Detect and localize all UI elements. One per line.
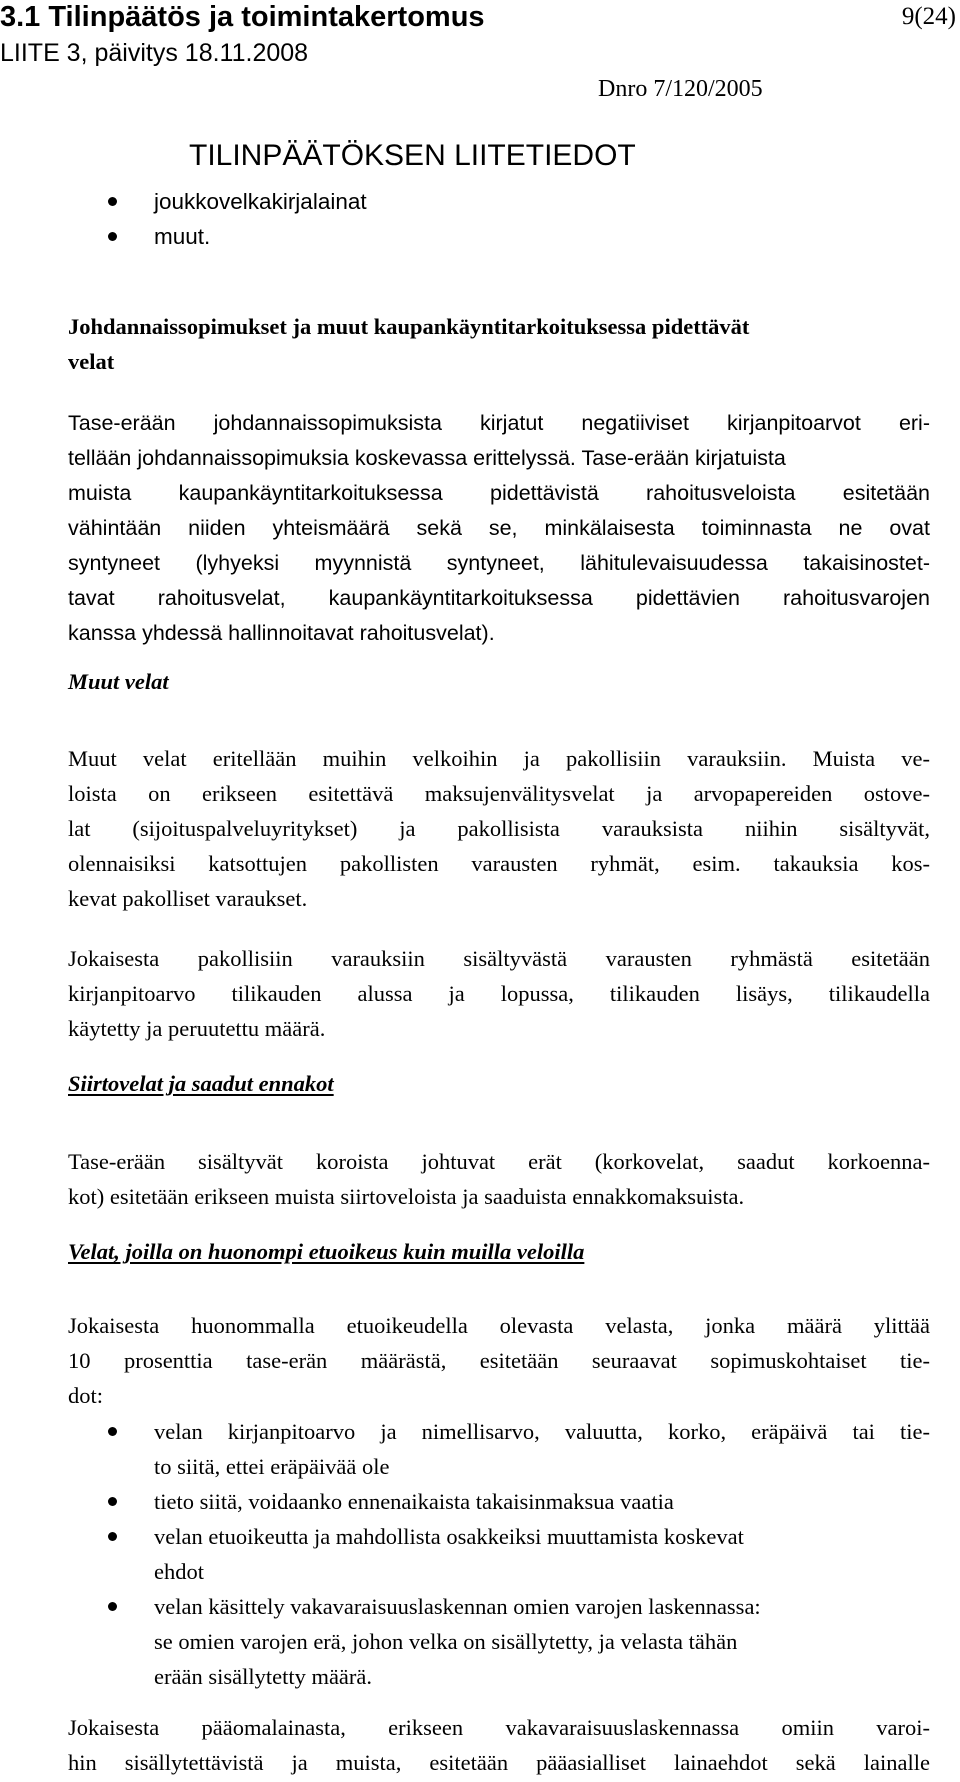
top-bullet-list (68, 184, 930, 254)
subordinated-debt-bullet-list (68, 1414, 930, 1694)
paragraph-line: kevat pakolliset varaukset. (68, 886, 308, 911)
heading-line: Siirtovelat ja saadut ennakot (68, 1071, 334, 1096)
bullet-icon (108, 1497, 117, 1506)
paragraph-line: Jokaisesta huonommalla etuoikeudella olevasta velasta, jonka määrä ylittää (68, 1313, 930, 1338)
list-item-text: muut. (154, 224, 211, 249)
list-item (68, 1589, 930, 1694)
bullet-icon (108, 232, 117, 241)
paragraph-line: loista on erikseen esitettävä maksujenvälitysvelat ja arvopapereiden ostove- (68, 781, 930, 806)
paragraph-line: syntyneet (lyhyeksi myynnistä syntyneet, lähitulevaisuudessa takaisinostet- (68, 551, 930, 575)
paragraph-line: kirjanpitoarvo tilikauden alussa ja lopussa, tilikauden lisäys, tilikaudella (68, 981, 930, 1006)
section-heading-derivatives (68, 309, 930, 379)
section-paragraph-other-liabilities (68, 741, 930, 916)
paragraph-line: Jokaisesta pakollisiin varauksiin sisältyvästä varausten ryhmästä esitetään (68, 946, 930, 971)
paragraph-line: hin sisällytettävistä ja muista, esitetään pääasialliset lainaehdot sekä lainalle (68, 1750, 930, 1775)
list-item (68, 1484, 930, 1519)
list-item-text: to siitä, ettei eräpäivää ole (154, 1454, 390, 1479)
list-item-text: velan kirjanpitoarvo ja nimellisarvo, valuutta, korko, eräpäivä tai tie- (154, 1419, 930, 1444)
page-number: 9(24) (901, 3, 956, 30)
paragraph-line: Tase-erään johdannaissopimuksista kirjatut negatiiviset kirjanpitoarvot eri- (68, 411, 930, 435)
paragraph-line: Muut velat eritellään muihin velkoihin ja pakollisiin varauksiin. Muista ve- (68, 746, 930, 771)
paragraph-line: muista kaupankäyntitarkoituksessa pidettävistä rahoitusveloista esitetään (68, 481, 930, 505)
paragraph-line: lat (sijoituspalveluyritykset) ja pakollisista varauksista niihin sisältyvät, (68, 816, 930, 841)
document-reference-number: Dnro 7/120/2005 (598, 76, 763, 102)
main-heading: TILINPÄÄTÖKSEN LIITETIEDOT (189, 139, 636, 172)
paragraph-line: tellään johdannaissopimuksia koskevassa erittelyssä. Tase-erään kirjatuista (68, 446, 786, 470)
document-title: 3.1 Tilinpäätös ja toimintakertomus (0, 1, 485, 33)
list-item-text: velan etuoikeutta ja mahdollista osakkeiksi muuttamista koskevat (154, 1524, 744, 1549)
paragraph-line: vähintään niiden yhteismäärä sekä se, minkälaisesta toiminnasta ne ovat (68, 516, 930, 540)
list-item (68, 184, 930, 219)
heading-line: Johdannaissopimukset ja muut kaupankäyntitarkoituksessa pidettävät (68, 314, 750, 339)
section-paragraph-provisions (68, 941, 930, 1046)
list-item-text: erään sisällytetty määrä. (154, 1664, 373, 1689)
bullet-icon (108, 1532, 117, 1541)
section-paragraph-derivatives (68, 406, 930, 651)
list-item (68, 1414, 930, 1484)
paragraph-line: 10 prosenttia tase-erän määrästä, esitetään seuraavat sopimuskohtaiset tie- (68, 1348, 930, 1373)
heading-line: Muut velat (68, 669, 169, 694)
bullet-icon (108, 197, 117, 206)
section-heading-subordinated-debt (68, 1234, 930, 1269)
list-item-text: velan käsittely vakavaraisuuslaskennan omien varojen laskennassa: (154, 1594, 761, 1619)
list-item (68, 219, 930, 254)
paragraph-line: kanssa yhdessä hallinnoitavat rahoitusvelat). (68, 621, 495, 645)
paragraph-line: olennaisiksi katsottujen pakollisten varausten ryhmät, esim. takauksia kos- (68, 851, 930, 876)
paragraph-line: tavat rahoitusvelat, kaupankäyntitarkoituksessa pidettävien rahoitusvarojen (68, 586, 930, 610)
section-heading-accruals (68, 1066, 930, 1101)
list-item-text: tieto siitä, voidaanko ennenaikaista takaisinmaksua vaatia (154, 1489, 674, 1514)
bullet-icon (108, 1427, 117, 1436)
paragraph-line: kot) esitetään erikseen muista siirtoveloista ja saaduista ennakkomaksuista. (68, 1184, 745, 1209)
list-item-text: joukkovelkakirjalainat (154, 189, 367, 214)
paragraph-line: Jokaisesta pääomalainasta, erikseen vakavaraisuuslaskennassa omiin varoi- (68, 1715, 930, 1740)
section-paragraph-accruals (68, 1144, 930, 1214)
heading-line: velat (68, 349, 115, 374)
heading-line: Velat, joilla on huonompi etuoikeus kuin muilla veloilla (68, 1239, 585, 1264)
document-subtitle: LIITE 3, päivitys 18.11.2008 (0, 39, 309, 67)
section-paragraph-capital-loans (68, 1710, 930, 1780)
section-heading-other-liabilities (68, 664, 930, 699)
list-item-text: ehdot (154, 1559, 204, 1584)
list-item-text: se omien varojen erä, johon velka on sisällytetty, ja velasta tähän (154, 1629, 738, 1654)
paragraph-line: käytetty ja peruutettu määrä. (68, 1016, 326, 1041)
bullet-icon (108, 1602, 117, 1611)
paragraph-line: dot: (68, 1383, 104, 1408)
list-item (68, 1519, 930, 1589)
section-paragraph-subordinated-debt (68, 1308, 930, 1413)
paragraph-line: Tase-erään sisältyvät koroista johtuvat erät (korkovelat, saadut korkoenna- (68, 1149, 930, 1174)
